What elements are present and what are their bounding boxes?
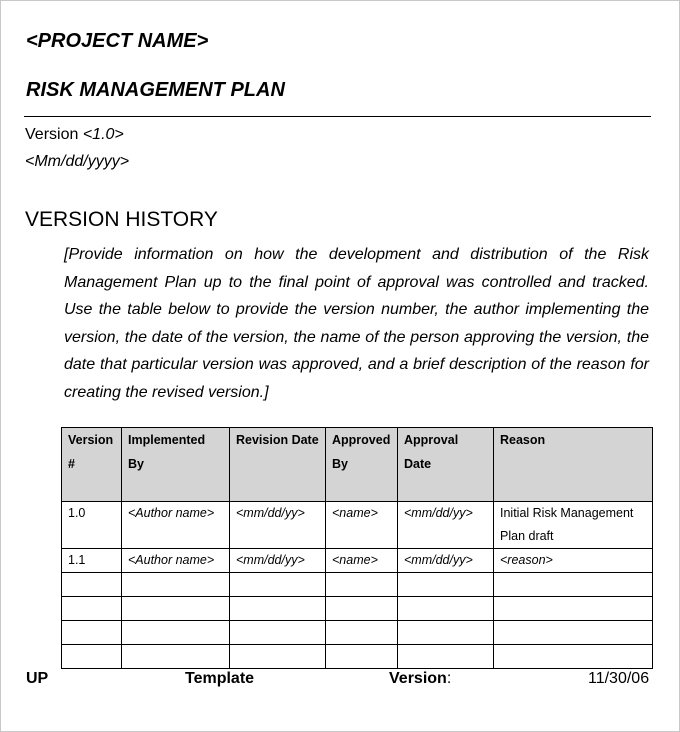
table-cell: <reason> [494,549,653,573]
document-title: RISK MANAGEMENT PLAN [26,79,285,101]
table-cell: <mm/dd/yy> [398,549,494,573]
footer-date: 11/30/06 [588,670,650,687]
table-row-empty [62,621,653,645]
section-heading-version-history: VERSION HISTORY [25,208,218,231]
version-history-table [61,427,653,669]
version-line [25,126,124,144]
table-cell: <Author name> [122,502,230,549]
column-header: Implemented By [122,428,230,502]
table-row [62,502,653,549]
footer-version [389,670,451,688]
table-cell: <mm/dd/yy> [230,549,326,573]
column-header: Version # [62,428,122,502]
project-name: <PROJECT NAME> [26,30,209,52]
table-cell: <name> [326,549,398,573]
table-row-empty [62,597,653,621]
footer-left-text: UP [26,670,49,687]
version-label: Version [25,126,79,143]
table-cell: <name> [326,502,398,549]
table-cell: <mm/dd/yy> [230,502,326,549]
table-cell: <mm/dd/yy> [398,502,494,549]
table-row-empty [62,573,653,597]
column-header: Reason [494,428,653,502]
title-divider [24,116,651,117]
column-header: Revision Date [230,428,326,502]
footer-version-label: Version [389,670,447,687]
table-cell: 1.0 [62,502,122,549]
instructions-paragraph: [Provide information on how the development and distribution of the Risk Management Plan up to the final point of approval was controlled and tracked. Use the table below to provide the version number, the author implementing the version, the date of the version, the name of the person approving the version, the date that particular version was approved, and a brief description of the reason for creating the revised version.] [64,246,649,401]
footer-template-label: Template [185,670,255,687]
version-value: <1.0> [82,126,124,143]
table-cell: Initial Risk Management Plan draft [494,502,653,549]
table-row-empty [62,645,653,669]
document-date: <Mm/dd/yyyy> [25,153,130,170]
footer-version-colon: : [446,670,452,687]
column-header: Approved By [326,428,398,502]
table-header-row [62,428,653,502]
table-cell: 1.1 [62,549,122,573]
table-row [62,549,653,573]
table-cell: <Author name> [122,549,230,573]
column-header: Approval Date [398,428,494,502]
